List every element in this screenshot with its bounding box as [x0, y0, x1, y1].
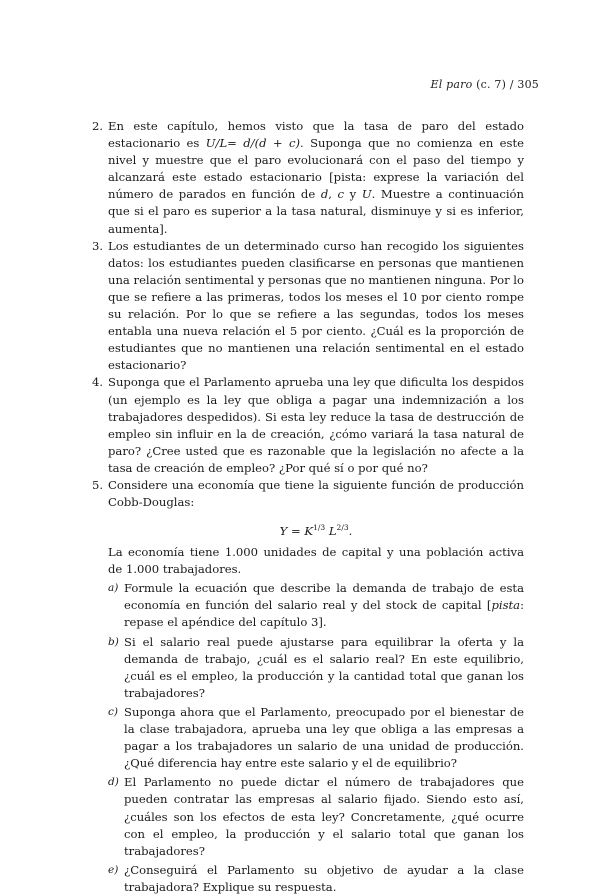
subquestion-d	[108, 774, 524, 859]
exercise-text: En este capítulo, hemos visto que la tasa de paro del estado estacionario es U/L= d/(d + c). Suponga que no comienza en este nivel y muestre que el paro evolucionará con el paso del tiempo y alcanzará este estado estacionario [pista: exprese la variación del número de parados en función de d, c y U. Muestre a continuación que si el paro es superior a la tasa natural, disminuye y si es inferior, aumenta].	[108, 119, 525, 236]
exercise-number: 2.	[92, 119, 104, 133]
subquestion-text: Formule la ecuación que describe la demanda de trabajo de esta economía en función del salario real y del stock de capital [pista: repase el apéndice del capítulo 3].	[124, 581, 524, 630]
exercise-2	[92, 118, 524, 238]
subquestion-e	[108, 862, 524, 896]
subquestion-label: e)	[108, 863, 119, 876]
subquestion-label: b)	[108, 635, 119, 648]
hint-label: pista	[491, 598, 521, 613]
page-number: 305	[517, 78, 539, 91]
exercise-text: Suponga que el Parlamento aprueba una ley que dificulta los despidos (un ejemplo es la ley que obliga a pagar una indemnización a los trabajadores despedidos). Si esta ley reduce la tasa de destrucción de empleo sin influir en la de creación, ¿cómo variará la tasa natural de paro? ¿Cree usted que es razonable que la legislación no afecte a la tasa de creación de empleo? ¿Por qué sí o por qué no?	[108, 375, 524, 475]
subquestion-text: ¿Conseguirá el Parlamento su objetivo de ayudar a la clase trabajadora? Explique su respuesta.	[124, 862, 524, 894]
exercise-number: 3.	[92, 238, 104, 253]
exercise-4	[92, 374, 524, 477]
exercise-number: 5.	[92, 477, 104, 492]
subquestion-text: El Parlamento no puede dictar el número de trabajadores que pueden contratar las empresas al salario fijado. Siendo esto así, ¿cuáles son los efectos de esta ley? Concretamente, ¿qué ocurre con el empleo, la producción y el salario total que ganan los trabajadores?	[124, 775, 524, 858]
subquestion-text: Suponga ahora que el Parlamento, preocupado por el bienestar de la clase trabajadora, aprueba una ley que obliga a las empresas a pagar a los trabajadores un salario de una unidad de producción. ¿Qué diferencia hay entre este salario y el de equilibrio?	[124, 704, 524, 771]
chapter-title: El paro	[430, 78, 473, 91]
exercise-3	[92, 238, 524, 375]
production-function: $Y = K^{1/3}$ $L^{2/3}$.	[279, 523, 353, 539]
subquestion-label: d)	[108, 776, 119, 789]
economy-description: La economía tiene 1.000 unidades de capital y una población activa de 1.000 trabajadores.	[108, 545, 524, 577]
exercise-text: Los estudiantes de un determinado curso han recogido los siguientes datos: los estudiantes pueden clasificarse en personas que mantienen una relación sentimental y personas que no mantienen ninguna. Por lo que se refiere a las primeras, todos los meses el 10 por ciento rompe su relación. Por lo que se refiere a las segundas, todos los meses entabla una nueva relación el 5 por ciento. ¿Cuál es la proporción de estudiantes que no mantienen una relación sentimental en el estado estacionario?	[108, 238, 524, 373]
subquestion-label: a)	[108, 582, 119, 595]
chapter-ref: (c. 7)	[476, 78, 507, 91]
subquestion-c	[108, 704, 524, 772]
steady-state-formula: U/L= d/(d + c)	[205, 136, 301, 151]
subquestion-label: c)	[108, 705, 118, 718]
exercise-5	[92, 477, 524, 896]
subquestion-b	[108, 634, 524, 702]
exercise-list	[92, 118, 524, 896]
subquestion-a	[108, 580, 524, 631]
subquestion-text: Si el salario real puede ajustarse para equilibrar la oferta y la demanda de trabajo, ¿cuál es el salario real? En este equilibrio, ¿cuál es el empleo, la producción y la cantidad total que ganan los trabajadores?	[124, 634, 524, 700]
exercise-number: 4.	[92, 375, 104, 390]
exercise-intro: Considere una economía que tiene la siguiente función de producción Cobb-Douglas:	[108, 477, 524, 510]
running-head	[431, 78, 540, 91]
header-separator: /	[509, 78, 514, 91]
